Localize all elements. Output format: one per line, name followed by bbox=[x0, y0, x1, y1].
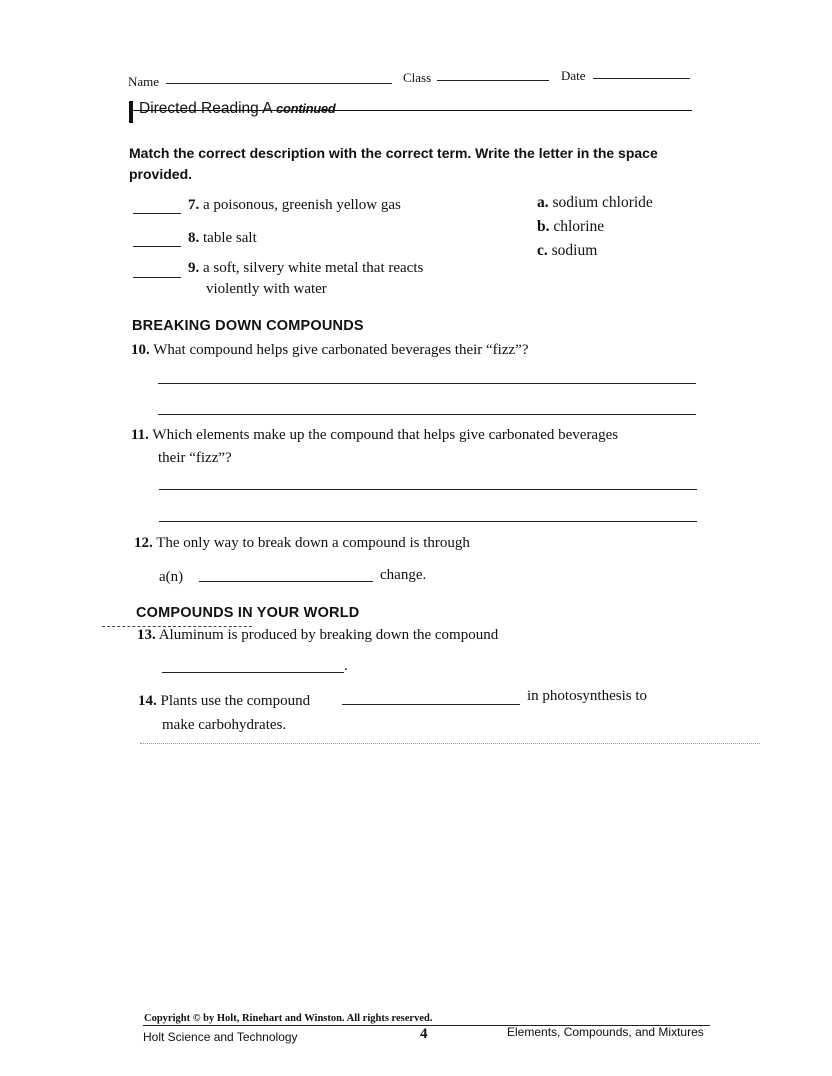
match-item-7: 7. a poisonous, greenish yellow gas bbox=[188, 197, 401, 213]
answer-blank-14[interactable] bbox=[342, 704, 520, 705]
title-rule bbox=[133, 110, 692, 111]
title-bar-marker bbox=[129, 101, 133, 123]
question-11: 11. Which elements make up the compound that helps give carbonated beverages bbox=[131, 427, 619, 443]
answer-line-11a[interactable] bbox=[159, 489, 697, 490]
question-12: 12. The only way to break down a compound is through bbox=[134, 535, 470, 551]
question-14-line2: make carbohydrates. bbox=[162, 717, 287, 733]
answer-blank-8[interactable] bbox=[133, 246, 181, 247]
chapter-title: Elements, Compounds, and Mixtures bbox=[507, 1025, 704, 1039]
scan-artifact-line bbox=[140, 743, 760, 744]
answer-line-11b[interactable] bbox=[159, 521, 697, 522]
name-label: Name bbox=[128, 74, 160, 89]
date-field[interactable] bbox=[593, 78, 690, 79]
question-10: 10. What compound helps give carbonated beverages their “fizz”? bbox=[131, 342, 529, 358]
date-label: Date bbox=[561, 68, 586, 83]
page-title: Directed Reading A continued bbox=[139, 100, 336, 117]
answer-line-10b[interactable] bbox=[158, 414, 696, 415]
title-suffix: continued bbox=[276, 101, 336, 116]
answer-line-10a[interactable] bbox=[158, 383, 696, 384]
section-heading-breaking-down: BREAKING DOWN COMPOUNDS bbox=[132, 318, 364, 334]
question-14: 14. Plants use the compound bbox=[138, 693, 311, 709]
publisher: Holt Science and Technology bbox=[143, 1030, 298, 1044]
question-14-after: in photosynthesis to bbox=[527, 688, 648, 704]
class-field[interactable] bbox=[437, 80, 549, 81]
question-13: 13. Aluminum is produced by breaking down the compound bbox=[137, 627, 499, 643]
instructions: Match the correct description with the correct term. Write the letter in the space provided. bbox=[129, 145, 658, 182]
question-13-end: . bbox=[344, 658, 348, 674]
answer-blank-13[interactable] bbox=[162, 672, 344, 673]
answer-blank-9[interactable] bbox=[133, 277, 181, 278]
question-11-line2: their “fizz”? bbox=[158, 450, 232, 466]
class-label: Class bbox=[403, 70, 432, 85]
match-item-8: 8. table salt bbox=[188, 230, 257, 246]
question-12-prefix: a(n) bbox=[159, 569, 184, 585]
answer-blank-12[interactable] bbox=[199, 581, 373, 582]
match-item-9: 9. a soft, silvery white metal that reacts bbox=[188, 260, 424, 276]
page-number: 4 bbox=[420, 1026, 428, 1042]
option-b: b. chlorine bbox=[537, 218, 605, 235]
copyright: Copyright © by Holt, Rinehart and Winston. All rights reserved. bbox=[144, 1013, 433, 1024]
option-c: c. sodium bbox=[537, 242, 598, 259]
name-field[interactable] bbox=[166, 83, 392, 84]
section-heading-compounds-world: COMPOUNDS IN YOUR WORLD bbox=[136, 605, 360, 621]
match-item-9-line2: violently with water bbox=[206, 281, 327, 297]
option-a: a. sodium chloride bbox=[537, 194, 653, 211]
answer-blank-7[interactable] bbox=[133, 213, 181, 214]
question-12-suffix: change. bbox=[380, 567, 427, 583]
